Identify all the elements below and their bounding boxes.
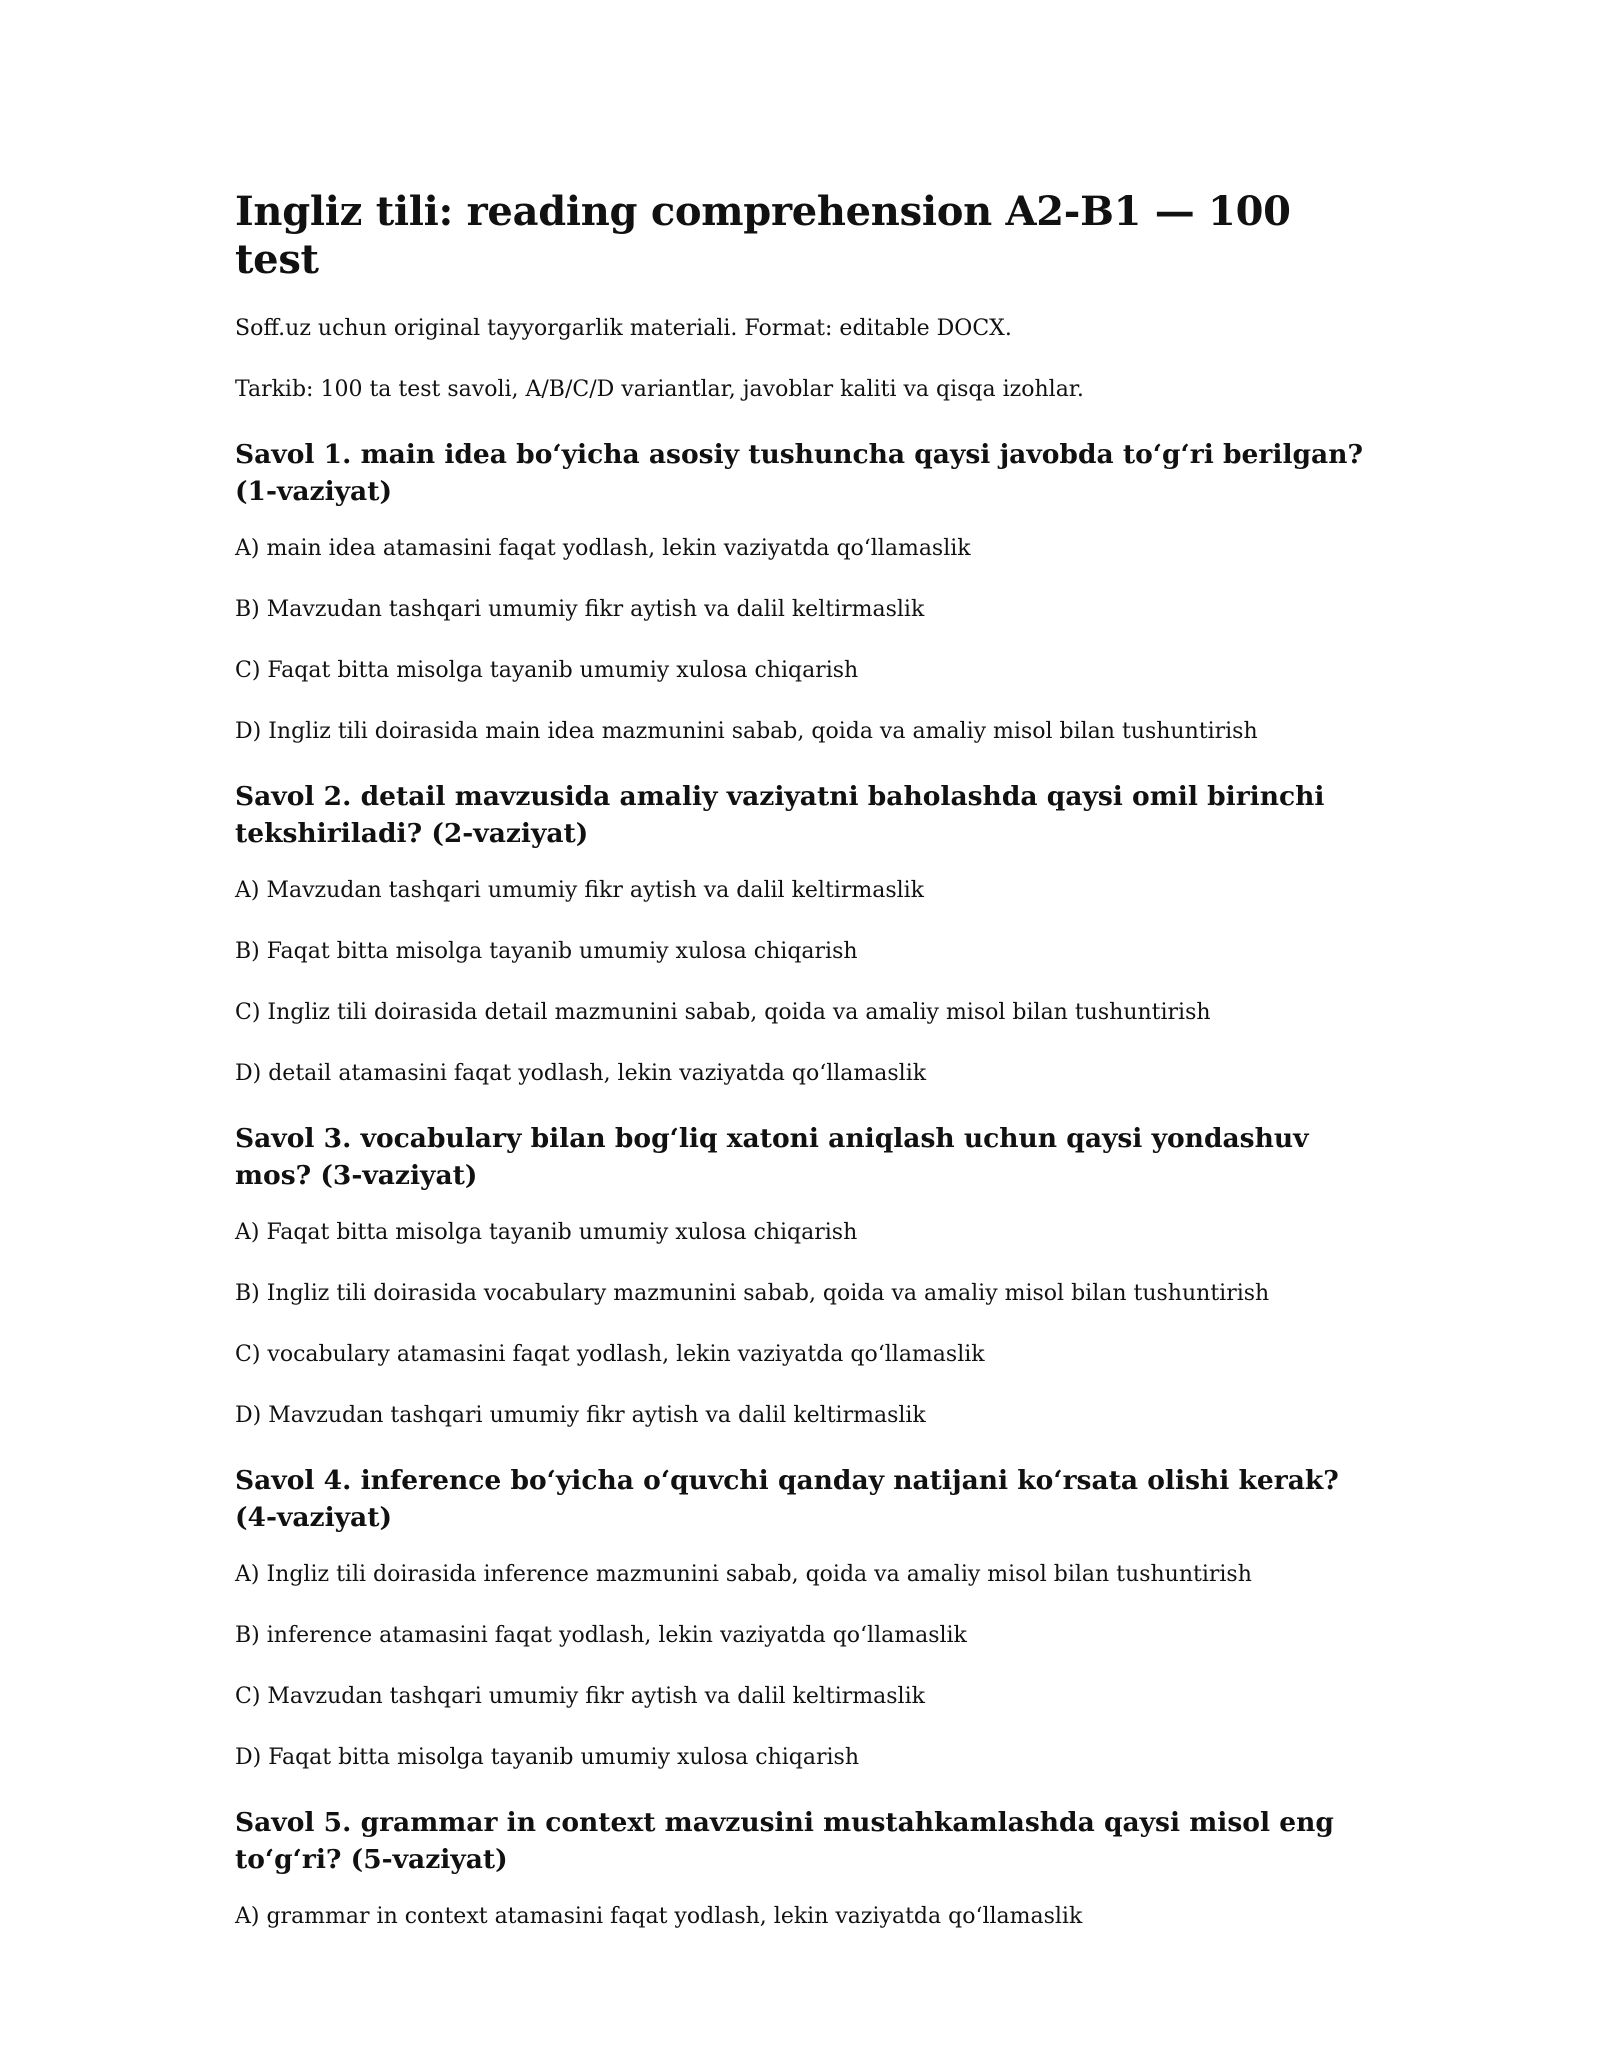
answer-option: B) inference atamasini faqat yodlash, lekin vaziyatda qo‘llamaslik: [235, 1623, 967, 1648]
question-block: [235, 1804, 1370, 1932]
question-text: Savol 4. inference bo‘yicha o‘quvchi qanday natijani ko‘rsata olishi kerak? (4-vaziyat): [235, 1465, 1339, 1533]
answer-option: C) Ingliz tili doirasida detail mazmunini sabab, qoida va amaliy misol bilan tushuntirish: [235, 1000, 1211, 1025]
answer-option: B) Mavzudan tashqari umumiy fikr aytish va dalil keltirmaslik: [235, 597, 925, 622]
document-page: [235, 188, 1370, 1963]
answer-option: A) Ingliz tili doirasida inference mazmunini sabab, qoida va amaliy misol bilan tushuntirish: [235, 1562, 1252, 1587]
answer-option: B) Ingliz tili doirasida vocabulary mazmunini sabab, qoida va amaliy misol bilan tushuntirish: [235, 1281, 1270, 1306]
question-text: Savol 5. grammar in context mavzusini mustahkamlashda qaysi misol eng to‘g‘ri? (5-vaziyat): [235, 1807, 1334, 1875]
answer-option: B) Faqat bitta misolga tayanib umumiy xulosa chiqarish: [235, 939, 858, 964]
answer-option: D) Faqat bitta misolga tayanib umumiy xulosa chiqarish: [235, 1745, 860, 1770]
answer-option: C) Mavzudan tashqari umumiy fikr aytish va dalil keltirmaslik: [235, 1684, 925, 1709]
answer-option: D) Mavzudan tashqari umumiy fikr aytish va dalil keltirmaslik: [235, 1403, 926, 1428]
question-block: [235, 1462, 1370, 1773]
question-block: [235, 778, 1370, 1089]
answer-option: D) Ingliz tili doirasida main idea mazmunini sabab, qoida va amaliy misol bilan tushuntirish: [235, 719, 1258, 744]
question-text: Savol 2. detail mavzusida amaliy vaziyatni baholashda qaysi omil birinchi tekshiriladi? (2-vaziyat): [235, 781, 1325, 849]
question-block: [235, 1120, 1370, 1431]
question-block: [235, 436, 1370, 747]
answer-option: A) Faqat bitta misolga tayanib umumiy xulosa chiqarish: [235, 1220, 858, 1245]
question-text: Savol 3. vocabulary bilan bog‘liq xatoni aniqlash uchun qaysi yondashuv mos? (3-vaziyat): [235, 1123, 1309, 1191]
intro-paragraph: Soff.uz uchun original tayyorgarlik materiali. Format: editable DOCX.: [235, 316, 1012, 341]
question-text: Savol 1. main idea bo‘yicha asosiy tushuncha qaysi javobda to‘g‘ri berilgan? (1-vaziyat): [235, 439, 1364, 507]
document-title: Ingliz tili: reading comprehension A2-B1 — 100 test: [235, 188, 1291, 283]
intro-paragraph: Tarkib: 100 ta test savoli, A/B/C/D variantlar, javoblar kaliti va qisqa izohlar.: [235, 377, 1084, 402]
answer-option: C) Faqat bitta misolga tayanib umumiy xulosa chiqarish: [235, 658, 859, 683]
answer-option: A) Mavzudan tashqari umumiy fikr aytish va dalil keltirmaslik: [235, 878, 925, 903]
answer-option: D) detail atamasini faqat yodlash, lekin vaziyatda qo‘llamaslik: [235, 1061, 927, 1086]
answer-option: C) vocabulary atamasini faqat yodlash, lekin vaziyatda qo‘llamaslik: [235, 1342, 985, 1367]
answer-option: A) grammar in context atamasini faqat yodlash, lekin vaziyatda qo‘llamaslik: [235, 1904, 1083, 1929]
answer-option: A) main idea atamasini faqat yodlash, lekin vaziyatda qo‘llamaslik: [235, 536, 971, 561]
